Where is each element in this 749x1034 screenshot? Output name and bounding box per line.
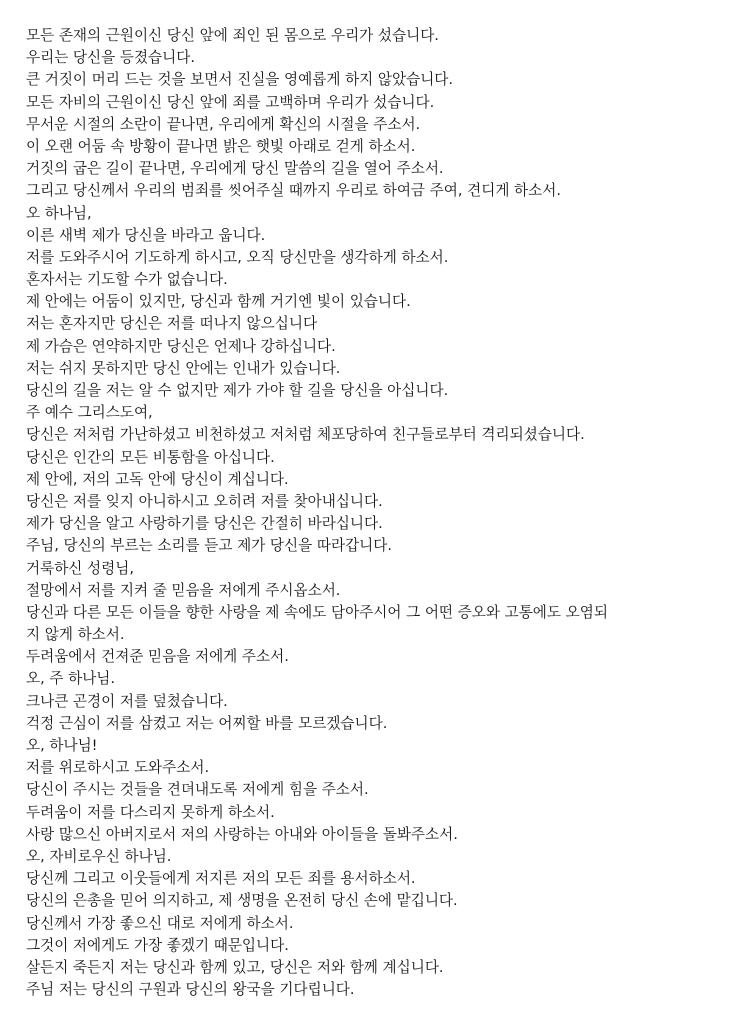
text-line: 저를 위로하시고 도와주소서. [26,759,210,777]
text-line: 주님 저는 당신의 구원과 당신의 왕국을 기다립니다. [26,981,355,999]
text-line: 걱정 근심이 저를 삼켰고 저는 어찌할 바를 모르겠습니다. [26,714,388,732]
text-line: 오, 주 하나님. [26,670,116,688]
text-line: 주님, 당신의 부르는 소리를 듣고 제가 당신을 따라갑니다. [26,537,392,555]
text-line: 제가 당신을 알고 사랑하기를 당신은 간절히 바라십니다. [26,515,383,533]
text-line: 우리는 당신을 등졌습니다. [26,49,195,67]
text-line: 저를 도와주시어 기도하게 하시고, 오직 당신만을 생각하게 하소서. [26,248,449,266]
text-line: 당신의 길을 저는 알 수 없지만 제가 가야 할 길을 당신을 아십니다. [26,382,449,399]
text-line: 이 오랜 어둠 속 방황이 끝나면 밝은 햇빛 아래로 걷게 하소서. [26,137,416,155]
text-line: 모든 존재의 근원이신 당신 앞에 죄인 된 몸으로 우리가 섰습니다. [26,27,439,44]
text-line: 오, 자비로우신 하나님. [26,847,172,865]
text-line: 오 하나님, [26,204,92,222]
text-line: 혼자서는 기도할 수가 없습니다. [26,271,228,289]
text-line: 살든지 죽든지 저는 당신과 함께 있고, 당신은 저와 함께 계십니다. [26,958,444,976]
text-line: 크나큰 곤경이 저를 덮쳤습니다. [26,692,228,710]
text-line: 두려움이 저를 다스리지 못하게 하소서. [26,803,275,821]
text-line: 제 가슴은 연약하지만 당신은 언제나 강하십니다. [26,337,336,355]
text-line: 제 안에, 저의 고독 안에 당신이 계십니다. [26,470,289,488]
text-line: 모든 자비의 근원이신 당신 앞에 죄를 고백하며 우리가 섰습니다. [26,93,435,111]
text-line: 당신은 저처럼 가난하셨고 비천하셨고 저처럼 체포당하여 친구들로부터 격리되셨습니다. [26,426,585,444]
text-line: 당신은 저를 잊지 아니하시고 오히려 저를 찾아내십니다. [26,492,383,510]
text-line: 무서운 시절의 소란이 끝나면, 우리에게 확신의 시절을 주소서. [26,115,421,133]
text-line: 당신이 주시는 것들을 견뎌내도록 저에게 힘을 주소서. [26,781,369,799]
text-line: 그리고 당신께서 우리의 범죄를 씻어주실 때까지 우리로 하여금 주여, 견디게 하소서. [26,182,561,200]
text-line: 지 않게 하소서. [26,626,125,644]
text-line: 거룩하신 성령님, [26,559,134,577]
text-line: 이른 새벽 제가 당신을 바라고 웁니다. [26,226,266,244]
text-line: 그것이 저에게도 가장 좋겠기 때문입니다. [26,936,289,954]
prayer-text [26,25,739,1001]
text-line: 두려움에서 건져준 믿음을 저에게 주소서. [26,648,289,666]
text-line: 제 안에는 어둠이 있지만, 당신과 함께 거기엔 빛이 있습니다. [26,293,411,311]
text-line: 당신께 그리고 이웃들에게 저지른 저의 모든 죄를 용서하소서. [26,870,416,888]
text-line: 당신의 은총을 믿어 의지하고, 제 생명을 온전히 당신 손에 맡깁니다. [26,892,458,910]
text-line: 거짓의 굽은 길이 끝나면, 우리에게 당신 말씀의 길을 열어 주소서. [26,160,444,178]
text-line: 사랑 많으신 아버지로서 저의 사랑하는 아내와 아이들을 돌봐주소서. [26,825,458,843]
text-line: 주 예수 그리스도여, [26,404,153,422]
text-line: 당신과 다른 모든 이들을 향한 사랑을 제 속에도 담아주시어 그 어떤 증오와 고통에도 오염되 [26,603,608,621]
text-line: 당신은 인간의 모든 비통함을 아십니다. [26,448,275,466]
text-line: 큰 거짓이 머리 드는 것을 보면서 진실을 영예롭게 하지 않았습니다. [26,71,454,89]
text-line: 저는 혼자지만 당신은 저를 떠나지 않으십니다 [26,315,318,333]
text-line: 오, 하나님! [26,737,98,754]
text-line: 당신께서 가장 좋으신 대로 저에게 하소서. [26,914,294,932]
text-line: 절망에서 저를 지켜 줄 믿음을 저에게 주시옵소서. [26,581,341,599]
text-line: 저는 쉬지 못하지만 당신 안에는 인내가 있습니다. [26,359,341,377]
